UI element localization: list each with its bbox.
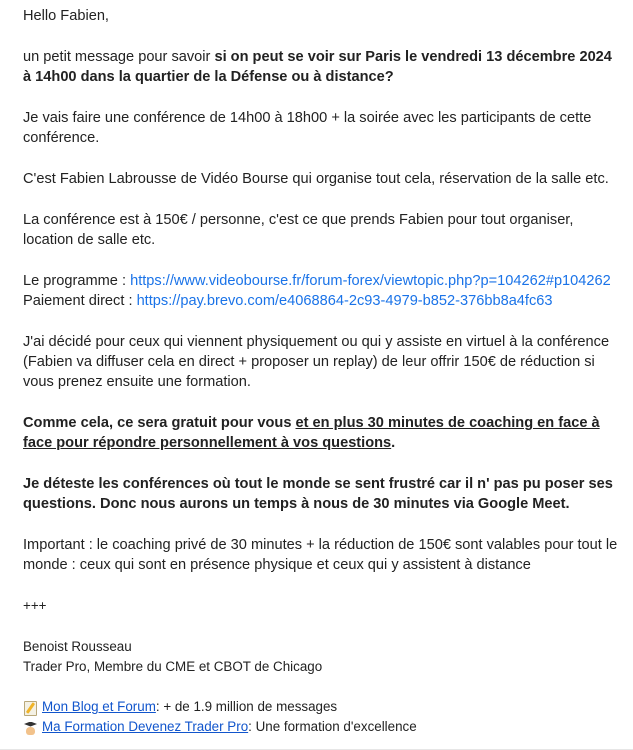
formation-text: : Une formation d'excellence	[248, 719, 417, 734]
formation-link[interactable]: Ma Formation Devenez Trader Pro	[42, 719, 249, 734]
paiement-link[interactable]: https://pay.brevo.com/e4068864-2c93-4979-b852-376bb8a4fc63	[136, 293, 553, 309]
paragraph-meeting-request	[23, 47, 623, 87]
graduation-icon	[23, 720, 38, 735]
meeting-request-bold: si on peut se voir sur Paris le vendredi 13 décembre 2024 à 14h00 dans la quartier de la Défense ou à distance?	[23, 49, 612, 85]
footer-formation	[23, 717, 623, 737]
free-coaching-underline: et en plus 30 minutes de coaching en face à face pour répondre personnellement à vos questions	[23, 415, 600, 451]
signature-title: Trader Pro, Membre du CME et CBOT de Chicago	[23, 659, 323, 674]
blog-forum-link[interactable]: Mon Blog et Forum	[42, 699, 156, 714]
memo-icon	[23, 700, 38, 715]
paragraph-discount: J'ai décidé pour ceux qui viennent physiquement ou qui y assiste en virtuel à la conférence (Fabien va diffuser cela en direct + proposer un replay) de leur offrir 150€ de réduction si vous prenez ensuite une formation.	[23, 334, 610, 390]
separator: +++	[23, 598, 47, 613]
greeting: Hello Fabien,	[23, 8, 109, 24]
free-coaching-bold: Comme cela, ce sera gratuit pour vous	[23, 415, 296, 431]
paiement-label: Paiement direct :	[23, 293, 137, 309]
blog-forum-text: : + de 1.9 million de messages	[155, 699, 338, 714]
free-coaching-end: .	[391, 435, 396, 451]
footer-blog	[23, 697, 623, 717]
signature-name: Benoist Rousseau	[23, 639, 132, 654]
programme-label: Le programme :	[23, 273, 131, 289]
meeting-request-text: un petit message pour savoir	[23, 49, 215, 65]
paragraph-conference: Je vais faire une conférence de 14h00 à 18h00 + la soirée avec les participants de cette conférence.	[23, 110, 592, 146]
programme-link[interactable]: https://www.videobourse.fr/forum-forex/viewtopic.php?p=104262#p104262	[130, 273, 611, 289]
paragraph-organizer: C'est Fabien Labrousse de Vidéo Bourse qui organise tout cela, réservation de la salle etc.	[23, 171, 609, 187]
paragraph-links	[23, 271, 623, 311]
paragraph-important: Important : le coaching privé de 30 minutes + la réduction de 150€ sont valables pour tout le monde : ceux qui sont en présence physique et ceux qui y assistent à distance	[23, 537, 618, 573]
email-body	[23, 0, 623, 737]
paragraph-google-meet: Je déteste les conférences où tout le monde se sent frustré car il n' pas pu poser ses questions. Donc nous aurons un temps à nous de 30 minutes via Google Meet.	[23, 476, 613, 512]
paragraph-free-coaching	[23, 413, 623, 453]
paragraph-price: La conférence est à 150€ / personne, c'est ce que prends Fabien pour tout organiser, location de salle etc.	[23, 212, 574, 248]
